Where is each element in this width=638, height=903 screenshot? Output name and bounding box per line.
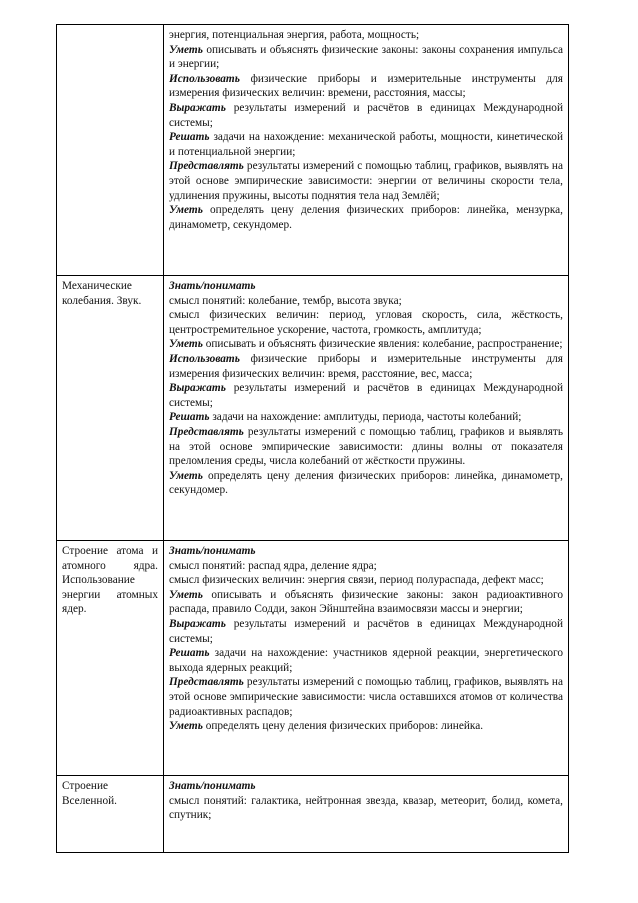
requirement-verb: Выражать [169,382,226,395]
requirement-text: задачи на нахождение: механической работы, мощности, кинетической и потенциальной энергии; [169,131,564,158]
requirement-text: смысл понятий: галактика, нейтронная звезда, квазар, метеорит, болид, комета, спутник; [169,794,563,822]
requirement-text: результаты измерений с помощью таблиц, графиков, выявлять на этой основе эмпирические зависимости: числа оставшихся атомов от количества радиоактивных распадов; [169,676,563,718]
requirement-verb: Уметь [169,204,203,217]
requirements-cell [164,276,569,541]
requirement-text: результаты измерений и расчётов в единицах Международной системы; [169,382,563,409]
requirement-text: результаты измерений с помощью таблиц, графиков и выявлять на этой основе эмпирические зависимости: длины волны от показателя преломления среды, числа колебаний от жёсткости пружины. [169,425,563,468]
table-row [57,276,569,541]
requirement-item [169,308,563,337]
requirement-item [169,573,563,588]
requirement-item [169,279,563,294]
requirements-cell [164,541,569,776]
requirement-item [169,352,563,381]
requirement-verb: Представлять [169,676,244,689]
requirement-item [169,294,563,309]
requirement-item [169,469,563,498]
requirement-text: определять цену деления физических приборов: линейка, динамометр, секундомер. [169,469,563,497]
requirement-item [169,130,563,159]
requirement-verb: Уметь [169,43,203,56]
requirement-text: задачи на нахождение: амплитуды, периода, частоты колебаний; [212,411,522,424]
requirement-item [169,43,563,72]
requirement-verb: Использовать [169,72,240,85]
requirement-item [169,159,563,203]
topic-cell [57,25,164,276]
requirement-verb: Выражать [169,101,226,114]
requirement-text: определять цену деления физических приборов: линейка, мензурка, динамометр, секундомер. [169,204,564,231]
requirement-item [169,588,563,617]
requirement-verb: Уметь [169,469,203,482]
requirement-item [169,617,563,646]
table-row [57,776,569,853]
requirement-item [169,559,563,574]
requirement-verb: Решать [169,411,210,424]
requirement-text: смысл физических величин: энергия связи, период полураспада, дефект масс; [169,574,544,587]
requirement-verb: Знать/понимать [169,280,256,292]
requirement-verb: Выражать [169,617,226,630]
requirement-text: описывать и объяснять физические законы: законы сохранения импульса и энергии; [169,43,563,71]
requirement-text: смысл понятий: колебание, тембр, высота звука; [169,294,402,307]
requirement-item [169,425,563,469]
requirement-item [169,646,563,675]
requirement-item [169,337,563,352]
requirement-item [169,381,563,410]
requirement-text: результаты измерений и расчётов в единицах Международной системы; [169,101,563,129]
requirement-verb: Решать [169,647,210,660]
requirement-item [169,72,563,101]
requirement-text: описывать и объяснять физические законы: закон радиоактивного распада, правило Содди, закон Эйнштейна взаимосвязи массы и энергии; [169,588,563,616]
table-row [57,541,569,776]
topic-cell: Механические колебания. Звук. [57,276,164,541]
requirement-item [169,28,563,43]
requirement-item [169,675,563,719]
requirement-verb: Представлять [169,425,244,438]
requirement-text: результаты измерений с помощью таблиц, графиков, выявлять на этой основе эмпирические зависимости: энергии от величины скорости тела, удлинения пружины, высоты поднятия тела над Землёй; [169,160,563,202]
requirements-cell [164,25,569,276]
requirement-verb: Решать [169,131,210,144]
requirement-verb: Использовать [169,352,240,365]
requirement-text: описывать и объяснять физические явления: колебание, распространение; [205,338,563,351]
requirement-item [169,544,563,559]
requirements-cell [164,776,569,853]
requirement-verb: Знать/понимать [169,780,256,792]
requirement-text: смысл понятий: распад ядра, деление ядра; [169,559,377,572]
requirement-verb: Знать/понимать [169,545,256,557]
requirement-text: физические приборы и измерительные инструменты для измерения физических величин: время, расстояние, вес, масса; [169,352,564,380]
requirement-item [169,719,563,734]
requirement-text: физические приборы и измерительные инструменты для измерения физических величин: времени, расстояния, массы; [169,72,564,100]
requirement-item [169,794,563,823]
requirement-text: определять цену деления физических приборов: линейка. [205,720,484,733]
requirement-item [169,779,563,794]
topic-cell: Строение атома и атомного ядра. Использование энергии атомных ядер. [57,541,164,776]
requirement-verb: Уметь [169,338,203,351]
requirement-verb: Уметь [169,588,203,601]
requirement-item [169,410,563,425]
competency-table-body [57,25,569,853]
requirement-item [169,101,563,130]
competency-table [56,24,569,853]
requirement-text: энергия, потенциальная энергия, работа, мощность; [169,29,420,41]
topic-cell: Строение Вселенной. [57,776,164,853]
requirement-text: задачи на нахождение: участников ядерной реакции, энергетического выхода ядерных реакций; [169,647,563,674]
requirement-item [169,203,563,232]
requirement-text: смысл физических величин: период, угловая скорость, сила, жёсткость, центростремительное ускорение, частота, громкость, амплитуда; [169,309,563,336]
table-row [57,25,569,276]
requirement-verb: Уметь [169,720,203,733]
requirement-verb: Представлять [169,160,244,173]
requirement-text: результаты измерений и расчётов в единицах Международной системы; [169,617,563,645]
